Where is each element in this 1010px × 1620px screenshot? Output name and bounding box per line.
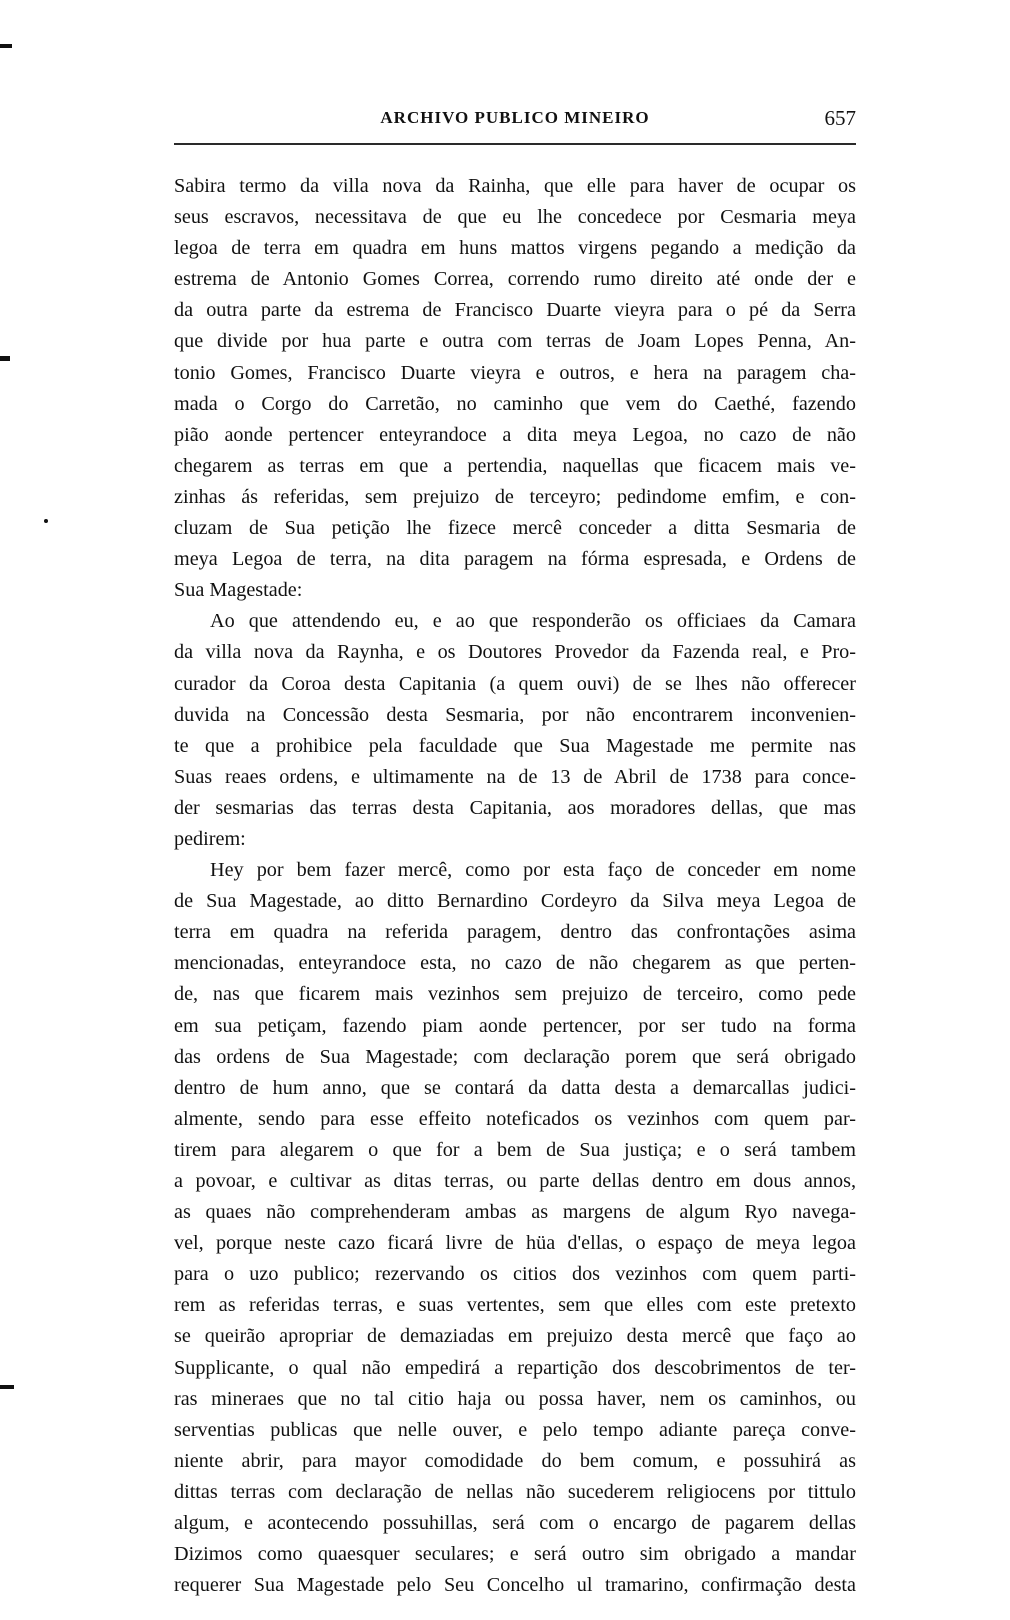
text-line: mada o Corgo do Carretão, no caminho que vem do Caethé, fazendo [174,392,856,415]
text-line: tirem para alegarem o que for a bem de Sua justiça; e o será tambem [174,1138,856,1161]
text-line: da outra parte da estrema de Francisco Duarte vieyra para o pé da Serra [174,299,856,322]
text-line: para o uzo publico; rezervando os citios dos vezinhos com quem parti- [174,1263,856,1286]
text-line: requerer Sua Magestade pelo Seu Concelho ul tramarino, confirmação desta [174,1574,856,1597]
text-line: cluzam de Sua petição lhe fizece mercê conceder a ditta Sesmaria de [174,517,856,540]
text-line: algum, e acontecendo possuhillas, será com o encargo de pagarem dellas [174,1512,856,1535]
text-line: almente, sendo para esse effeito noteficados os vezinhos com quem par- [174,1107,856,1130]
text-line: curador da Coroa desta Capitania (a quem ouvi) de se lhes não offerecer [174,672,856,695]
text-line: Suas reaes ordens, e ultimamente na de 13 de Abril de 1738 para conce- [174,765,856,788]
text-line: mencionadas, enteyrandoce esta, no cazo de não chegarem as que perten- [174,952,856,975]
text-line: vel, porque neste cazo ficará livre de hüa d'ellas, o espaço de meya legoa [174,1232,856,1255]
scan-speck [44,519,48,523]
text-line: legoa de terra em quadra em huns mattos virgens pegando a medição da [174,237,856,260]
text-line: chegarem as terras em que a pertendia, naquellas que ficacem mais ve- [174,454,856,477]
text-line: terra em quadra na referida paragem, dentro das confrontações asima [174,921,856,944]
text-line: que divide por hua parte e outra com terras de Joam Lopes Penna, An- [174,330,856,353]
text-line: Dizimos como quaesquer seculares; e será outro sim obrigado a mandar [174,1543,856,1566]
text-line: estrema de Antonio Gomes Correa, correndo rumo direito até onde der e [174,268,856,291]
text-line: der sesmarias das terras desta Capitania, aos moradores dellas, que mas [174,796,856,819]
text-line: tonio Gomes, Francisco Duarte vieyra e outros, e hera na paragem cha- [174,361,856,384]
text-line: Supplicante, o qual não empedirá a repartição dos descobrimentos de ter- [174,1356,856,1379]
text-line: de, nas que ficarem mais vezinhos sem prejuizo de terceiro, como pede [174,983,856,1006]
text-line: pedirem: [174,827,246,850]
text-line: em sua petiçam, fazendo piam aonde pertencer, por ser tudo na forma [174,1014,856,1037]
text-line: zinhas ás referidas, sem prejuizo de terceyro; pedindome emfim, e con- [174,485,856,508]
text-line: Sabira termo da villa nova da Rainha, que elle para haver de ocupar os [174,175,856,197]
body-text [174,171,856,1601]
text-line: se queirão apropriar de demaziadas em prejuizo desta mercê que faço ao [174,1325,856,1348]
text-line: a povoar, e cultivar as ditas terras, ou parte dellas dentro em dous annos, [174,1170,856,1192]
running-header-title: ARCHIVO PUBLICO MINEIRO [380,108,650,127]
text-line: rem as referidas terras, e suas vertentes, sem que elles com este pretexto [174,1294,856,1317]
text-line: dentro de hum anno, que se contará da datta desta a demarcallas judici- [174,1076,856,1099]
scan-edge-mark [0,44,12,48]
text-line: Ao que attendendo eu, e ao que responderão os officiaes da Camara [210,610,856,633]
text-line: te que a prohibice pela faculdade que Sua Magestade me permite nas [174,734,856,757]
scan-edge-mark [0,356,10,361]
text-line: ras mineraes que no tal citio haja ou possa haver, nem os caminhos, ou [174,1387,856,1410]
text-line: de Sua Magestade, ao ditto Bernardino Cordeyro da Silva meya Legoa de [174,890,856,913]
text-line: serventias publicas que nelle ouver, e pelo tempo adiante pareça conve- [174,1418,856,1441]
text-line: duvida na Concessão desta Sesmaria, por não encontrarem inconvenien- [174,703,856,726]
text-line: da villa nova da Raynha, e os Doutores Provedor da Fazenda real, e Pro- [174,641,856,664]
text-line: niente abrir, para mayor comodidade do bem comum, e possuhirá as [174,1449,856,1472]
text-line: seus escravos, necessitava de que eu lhe concedece por Cesmaria meya [174,206,856,229]
text-line: das ordens de Sua Magestade; com declaração porem que será obrigado [174,1045,856,1068]
page-number: 657 [824,106,856,130]
text-line: Sua Magestade: [174,579,303,602]
text-line: dittas terras com declaração de nellas não sucederem religiocens por tittulo [174,1480,856,1503]
scan-edge-mark [0,1385,14,1389]
text-line: as quaes não comprehenderam ambas as margens de algum Ryo navega- [174,1201,856,1224]
text-line: meya Legoa de terra, na dita paragem na fórma espresada, e Ordens de [174,548,856,571]
text-line: pião aonde pertencer enteyrandoce a dita meya Legoa, no cazo de não [174,423,856,446]
header-rule [174,143,856,145]
text-line: Hey por bem fazer mercê, como por esta faço de conceder em nome [210,859,856,882]
running-header [174,108,856,134]
